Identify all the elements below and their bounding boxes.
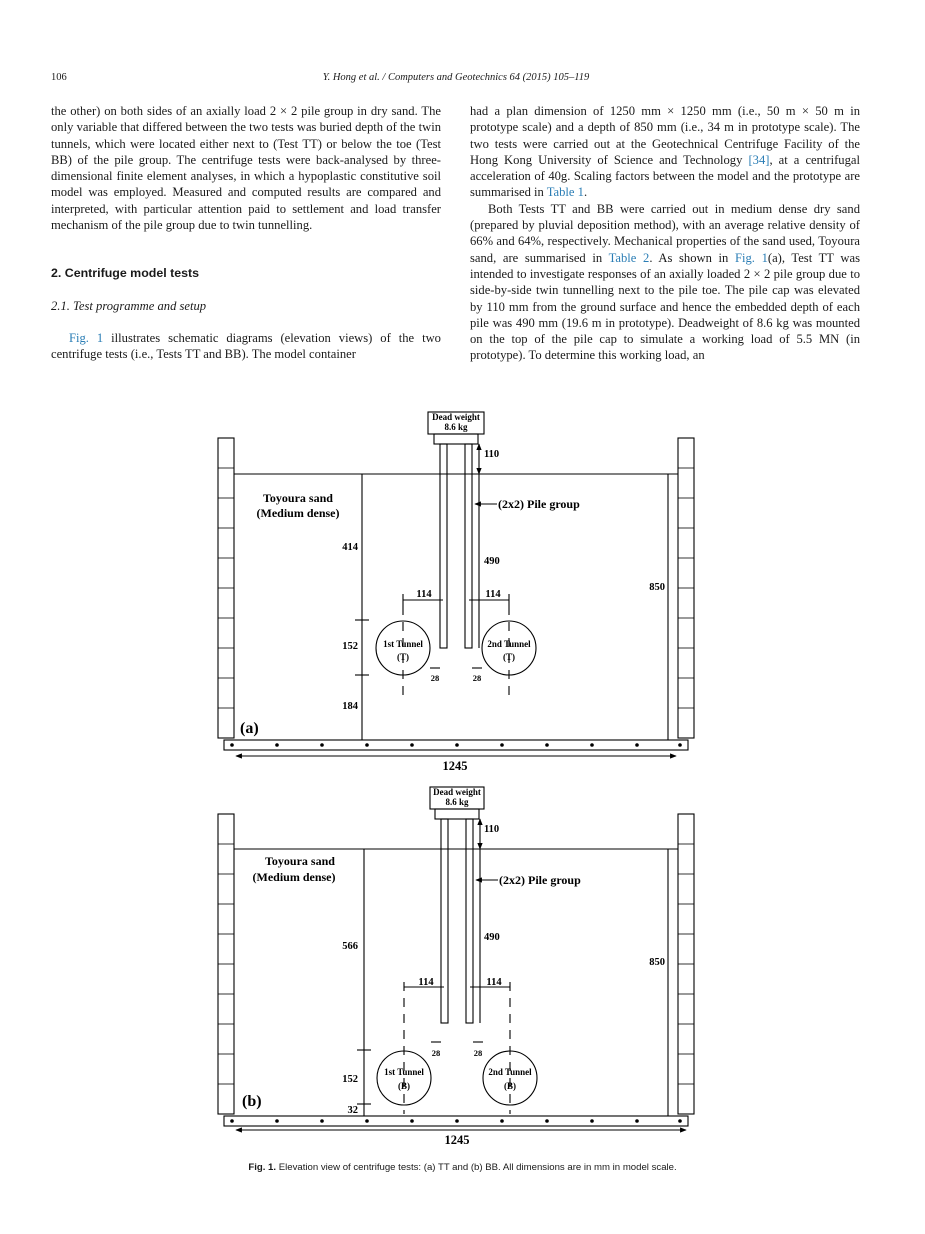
base-bolts	[230, 1119, 682, 1123]
pile-cap	[434, 434, 478, 444]
paragraph-text: illustrates schematic diagrams (elevation views) of the two centrifuge tests (i.e., Tests TT and BB). The model container	[51, 330, 441, 362]
tunnel-2-label: 2nd Tunnel	[487, 639, 531, 649]
dim-height: 850	[649, 957, 665, 968]
paragraph	[51, 330, 441, 363]
left-wall-ribs	[218, 468, 234, 708]
tunnel-1-code: (B)	[398, 1081, 410, 1091]
paragraph-text: Both Tests TT and BB were carried out in medium dense dry sand (prepared by pluvial deposition method), with an average relative density of 66% and 64%, respectively. Mechanical properties of the sand used, Toyoura sand, are summarised in	[470, 201, 860, 265]
table-link[interactable]: Table 2	[608, 250, 650, 265]
dead-weight-mass: 8.6 kg	[445, 797, 469, 807]
panel-b	[218, 787, 694, 1130]
dim-pile: 490	[484, 932, 500, 943]
dim-gap-right: 28	[472, 673, 482, 683]
tunnel-1-code: (T)	[397, 652, 409, 662]
reference-link[interactable]: [34]	[748, 152, 770, 167]
tunnel-1-label: 1st Tunnel	[384, 1067, 424, 1077]
dim-gap-right: 28	[473, 1048, 483, 1058]
left-column	[51, 103, 441, 363]
paragraph-text: (a), Test TT was intended to investigate responses of an axially loaded 2 × 2 pile group due to side-by-side twin tunnelling next to the pile toe. The pile cap was elevated by 110 mm from the ground surface and hence the embedded depth of each pile was 490 mm (19.6 m in prototype). Deadweight of 8.6 kg was mounted on the top of the pile cap to simulate a working load of 5.5 MN (in prototype). To determine this working load, an	[470, 250, 860, 363]
dim-pile: 490	[484, 556, 500, 567]
subsection-heading: 2.1. Test programme and setup	[51, 298, 207, 313]
paragraph: the other) on both sides of an axially load 2 × 2 pile group in dry sand. The only variable that differed between the two tests was buried depth of the twin tunnels, which were located either next to (Test TT) or below the toe (Test BB) of the pile group. The centrifuge tests were back-analysed by three-dimensional finite element analyses, in which a hypoplastic constitutive soil model was employed. Measured and computed results are compared and interpreted, with particular attention paid to settlement and load transfer mechanism of the pile group due to twin tunnelling.	[51, 104, 441, 233]
dim-offset-left: 114	[418, 977, 434, 988]
dim-below: 32	[347, 1105, 358, 1116]
tunnel-2-code: (B)	[504, 1081, 516, 1091]
panel-a-labels	[240, 412, 665, 773]
tunnel-2-code: (T)	[503, 652, 515, 662]
sand-name: Toyoura sand	[263, 491, 333, 505]
journal-running-title: Y. Hong et al. / Computers and Geotechnics 64 (2015) 105–119	[322, 72, 590, 83]
section-heading: 2. Centrifuge model tests	[51, 266, 200, 281]
pile-group-label: (2x2) Pile group	[498, 497, 580, 511]
right-wall-ribs	[678, 468, 694, 708]
paragraph-text: had a plan dimension of 1250 mm × 1250 mm (i.e., 50 m × 50 m in prototype scale) and a depth of 850 mm (i.e., 34 m in prototype scale). The two tests were carried out at the Geotechnical Centrifuge Facility of the Hong Kong University of Science and Technology	[470, 104, 860, 167]
dim-width: 1245	[442, 759, 468, 773]
dim-gap-left: 28	[430, 673, 440, 683]
panel-label: (b)	[242, 1093, 262, 1110]
dim-cap: 110	[484, 824, 500, 835]
dim-offset-right: 114	[485, 589, 501, 600]
elevation-figure	[0, 400, 925, 1160]
dim-gap-left: 28	[431, 1048, 441, 1058]
right-wall-ribs	[678, 844, 694, 1084]
tunnel-1-label: 1st Tunnel	[383, 639, 423, 649]
sand-state: (Medium dense)	[252, 870, 336, 884]
pile-group-label: (2x2) Pile group	[499, 873, 581, 887]
tunnel-2-label: 2nd Tunnel	[488, 1067, 532, 1077]
dead-weight-label: Dead weight	[433, 787, 481, 797]
figure-link[interactable]: Fig. 1	[69, 330, 104, 345]
paragraph-text: . As shown in	[649, 250, 735, 265]
panel-b-labels	[242, 787, 665, 1147]
pile-right	[465, 444, 472, 648]
pile-left	[440, 444, 447, 648]
figure-link[interactable]: Fig. 1	[734, 250, 768, 265]
paragraph	[470, 201, 860, 364]
dim-offset-right: 114	[486, 977, 502, 988]
dim-height: 850	[649, 582, 665, 593]
dead-weight-mass: 8.6 kg	[444, 422, 468, 432]
panel-a	[218, 412, 694, 756]
dim-tunnel: 152	[342, 1074, 358, 1085]
sand-name: Toyoura sand	[265, 854, 335, 868]
page-number: 106	[51, 72, 67, 83]
dim-depth: 566	[342, 941, 358, 952]
paragraph-text: , at a centrifugal acceleration of 40g. Scaling factors between the model and the prototype are summarised in	[470, 152, 860, 200]
table-link[interactable]: Table 1	[546, 185, 584, 200]
paragraph-text: .	[583, 185, 588, 200]
pile-left	[441, 819, 448, 1023]
dim-offset-left: 114	[416, 589, 432, 600]
dim-below: 184	[342, 701, 358, 712]
dead-weight-label: Dead weight	[432, 412, 480, 422]
dim-depth: 414	[342, 542, 358, 553]
dim-width: 1245	[444, 1133, 470, 1147]
panel-label: (a)	[240, 720, 259, 737]
right-column	[470, 103, 860, 364]
dim-cap: 110	[484, 449, 500, 460]
dim-tunnel: 152	[342, 641, 358, 652]
left-wall-ribs	[218, 844, 234, 1084]
pile-right	[466, 819, 473, 1023]
figure-caption	[0, 1162, 925, 1173]
pile-cap	[435, 809, 479, 819]
caption-label: Fig. 1.	[248, 1162, 277, 1173]
base-bolts	[230, 743, 682, 747]
caption-text: Elevation view of centrifuge tests: (a) TT and (b) BB. All dimensions are in mm in model scale.	[276, 1162, 677, 1173]
sand-state: (Medium dense)	[256, 506, 340, 520]
paragraph	[470, 103, 860, 201]
